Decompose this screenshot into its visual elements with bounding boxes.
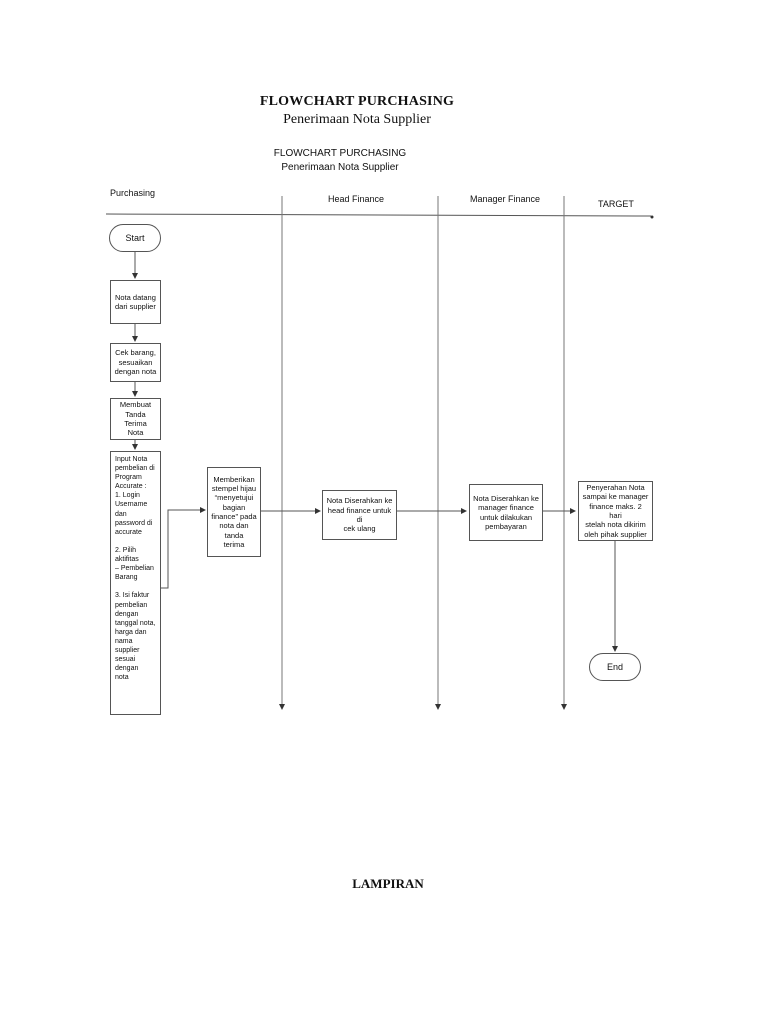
node-start: Start [109, 224, 161, 252]
lane-arrow-2 [435, 704, 441, 710]
document-subtitle: Penerimaan Nota Supplier [283, 112, 431, 127]
node-tanda-terima: Membuat Tanda Terima Nota [110, 398, 161, 440]
node-end: End [589, 653, 641, 681]
document-title: FLOWCHART PURCHASING [259, 94, 455, 109]
node-input-nota: Input Nota pembelian di Program Accurate : 1. Login Username dan password di accurate 2. Pilih aktifitas – Pembelian Barang 3. Isi faktur pembelian dengan tanggal nota, harga dan nama supplier sesuai dengan nota [110, 451, 161, 715]
lampiran-heading: LAMPIRAN [352, 876, 424, 891]
lane-label-head-finance: Head Finance [328, 194, 385, 204]
node-nota-datang: Nota datang dari supplier [110, 280, 161, 324]
node-cek-barang: Cek barang, sesuaikan dengan nota [110, 343, 161, 382]
lane-label-manager-finance: Manager Finance [470, 194, 541, 204]
node-target: Penyerahan Nota sampai ke manager finance maks. 2 hari stelah nota dikirim oleh pihak supplier [578, 481, 653, 541]
lane-header-line [106, 214, 651, 216]
lane-header-dot [651, 216, 654, 219]
node-stempel: Memberikan stempel hijau “menyetujui bagian finance” pada nota dan tanda terima [207, 467, 261, 557]
lane-arrow-1 [279, 704, 285, 710]
diagram-subtitle: Penerimaan Nota Supplier [281, 162, 399, 173]
lane-label-purchasing: Purchasing [110, 188, 156, 198]
diagram-title: FLOWCHART PURCHASING [273, 148, 407, 159]
lane-label-target: TARGET [598, 199, 634, 209]
arrow-input-stempel [161, 510, 205, 588]
node-head-finance: Nota Diserahkan ke head finance untuk di cek ulang [322, 490, 397, 540]
lane-arrow-3 [561, 704, 567, 710]
node-manager-finance: Nota Diserahkan ke manager finance untuk dilakukan pembayaran [469, 484, 543, 541]
